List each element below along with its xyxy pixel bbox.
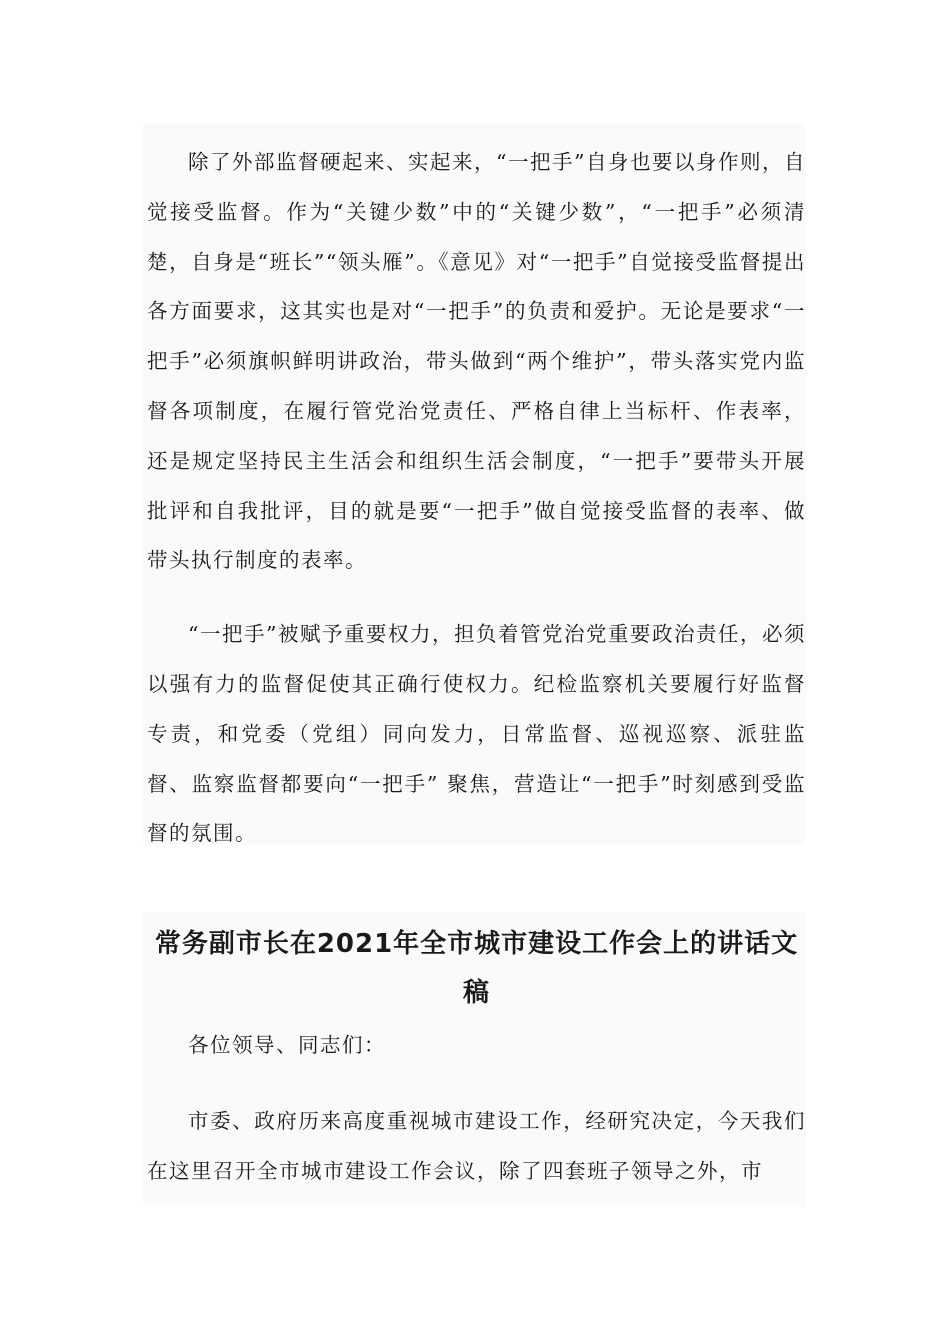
salutation: 各位领导、同志们： — [188, 1033, 386, 1057]
text-block-supervision — [143, 124, 806, 844]
paragraph: “一把手”被赋予重要权力，担负着管党治党重要政治责任，必须以强有力的监督促使其正确行使权力。纪检监察机关要履行好监督专责，和党委（党组）同向发力，日常监督、巡视巡察、派驻监督、监察监督都要向“一把手” 聚焦，营造让“一把手”时刻感到受监督的氛围。 — [147, 622, 806, 846]
paragraph-gap — [147, 586, 806, 610]
paragraph: 除了外部监督硬起来、实起来，“一把手”自身也要以身作则，自觉接受监督。作为“关键少数”中的“关键少数”，“一把手”必须清楚，自身是“班长”“领头雁”。《意见》对“一把手”自觉接受监督提出各方面要求，这其实也是对“一把手”的负责和爱护。无论是要求“一把手”必须旗帜鲜明讲政治，带头做到“两个维护”，带头落实党内监督各项制度，在履行管党治党责任、严格自律上当标杆、作表率，还是规定坚持民主生活会和组织生活会制度，“一把手”要带头开展批评和自我批评，目的就是要“一把手”做自觉接受监督的表率、做带头执行制度的表率。 — [147, 150, 806, 573]
speech-title: 常务副市长在2021年全市城市建设工作会上的讲话文稿 — [154, 929, 799, 1008]
paragraph-gap — [147, 1071, 806, 1097]
paragraph: 市委、政府历来高度重视城市建设工作，经研究决定，今天我们在这里召开全市城市建设工作会议，除了四套班子领导之外，市 — [147, 1108, 806, 1183]
text-block-speech — [143, 912, 806, 1207]
